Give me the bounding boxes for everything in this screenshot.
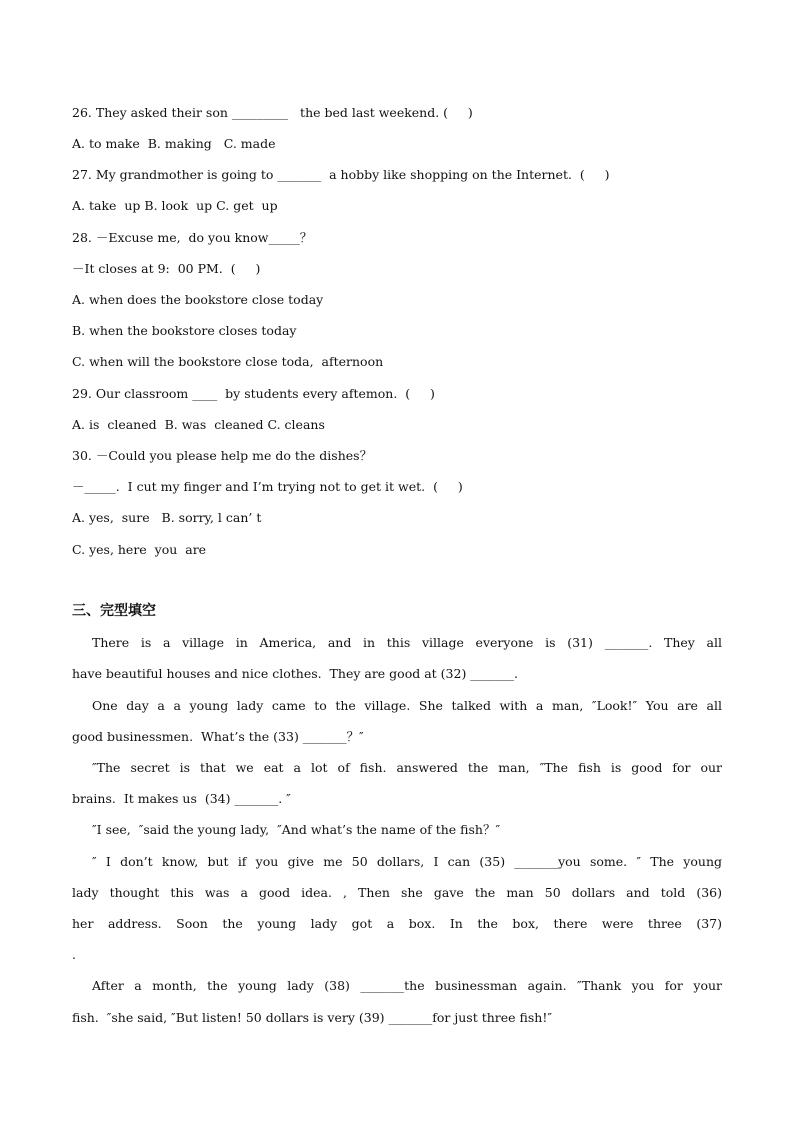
passage-line: brains. It makes us (34) _______. ″ <box>72 791 291 806</box>
passage-line: ″The secret is that we eat a lot of fish. answered the man, ″The fish is good for our <box>92 760 722 775</box>
passage-line: There is a village in America, and in this village everyone is (31) _______. They all <box>92 635 722 650</box>
passage-line: ″ I don’t know, but if you give me 50 dollars, I can (35) _______you some. ″ The young <box>92 854 722 869</box>
question-30-option-c: C. yes, here you are <box>72 542 207 557</box>
question-28-option-a: A. when does the bookstore close today <box>72 292 324 307</box>
section-heading: 三、完型填空 <box>72 603 156 619</box>
question-26-stem: 26. They asked their son _________ the bed last weekend. ( ) <box>72 105 473 120</box>
question-27-stem: 27. My grandmother is going to _______ a hobby like shopping on the Internet. ( ) <box>72 167 610 182</box>
question-26-options: A. to make B. making C. made <box>72 136 276 151</box>
passage-line: lady thought this was a good idea. , Then she gave the man 50 dollars and told (36) <box>72 885 722 900</box>
question-28-stem: 28. －Excuse me, do you know_____？ <box>72 230 313 245</box>
passage-line: . <box>72 947 76 962</box>
question-28-reply: －It closes at 9: 00 PM. ( ) <box>72 261 261 276</box>
passage-line: have beautiful houses and nice clothes. They are good at (32) _______. <box>72 666 519 681</box>
passage-line: her address. Soon the young lady got a box. In the box, there were three (37) <box>72 916 722 931</box>
passage-line: One day a a young lady came to the village. She talked with a man, ″Look!″ You are all <box>92 698 722 713</box>
question-30-options-ab: A. yes, sure B. sorry, l can’ t <box>72 510 262 525</box>
passage-line: good businessmen. What’s the (33) _______？″ <box>72 729 364 744</box>
passage-line: fish. ″she said, ″But listen! 50 dollars is very (39) _______for just three fish!″ <box>72 1010 553 1025</box>
passage-line: After a month, the young lady (38) _______the businessman again. ″Thank you for your <box>92 978 722 993</box>
question-29-stem: 29. Our classroom ____ by students every aftemon. ( ) <box>72 386 435 401</box>
question-28-option-c: C. when will the bookstore close toda, afternoon <box>72 354 384 369</box>
question-30-stem: 30. －Could you please help me do the dishes？ <box>72 448 373 463</box>
question-28-option-b: B. when the bookstore closes today <box>72 323 297 338</box>
question-27-options: A. take up B. look up C. get up <box>72 198 278 213</box>
question-29-options: A. is cleaned B. was cleaned C. cleans <box>72 417 325 432</box>
question-30-reply: －_____. I cut my finger and I’m trying not to get it wet. ( ) <box>72 479 463 494</box>
passage-line: ″I see, ″said the young lady, ″And what’s the name of the fish？″ <box>92 822 501 837</box>
